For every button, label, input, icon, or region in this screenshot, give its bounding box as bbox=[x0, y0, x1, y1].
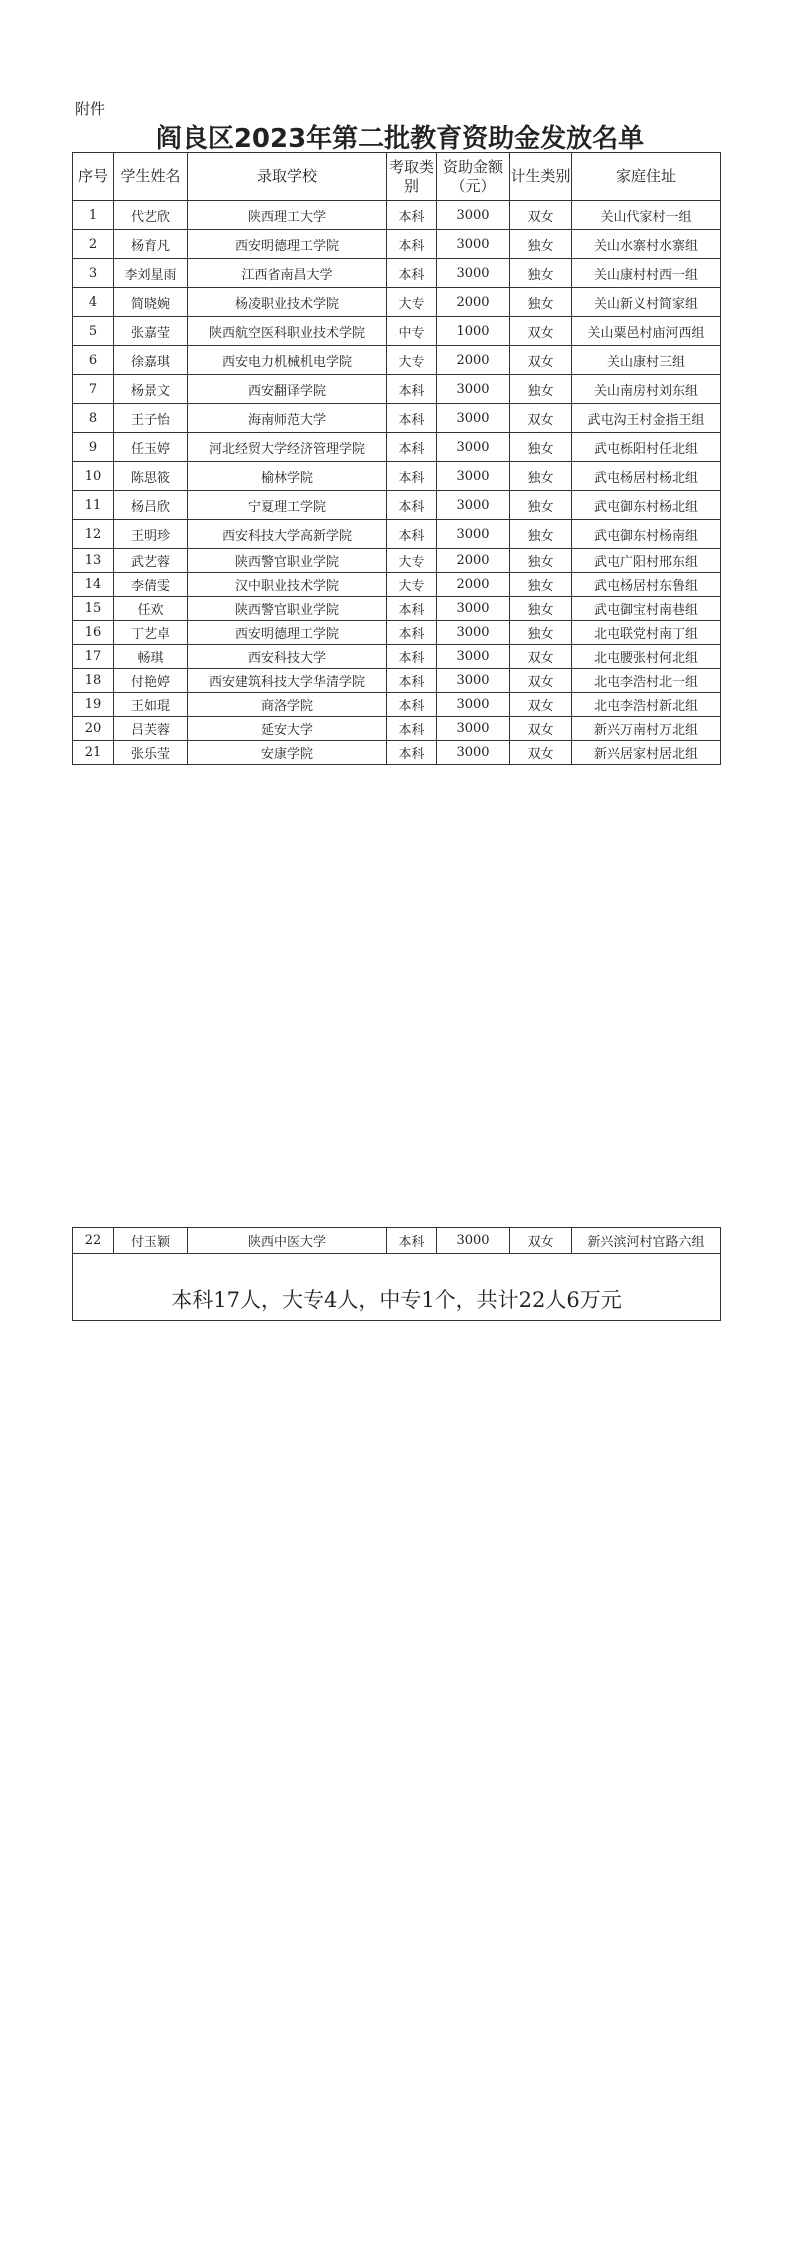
table-row bbox=[73, 621, 721, 645]
cell-school: 西安科技大学高新学院 bbox=[188, 520, 387, 549]
cell-amount: 3000 bbox=[437, 597, 510, 621]
cell-address: 武屯杨居村杨北组 bbox=[572, 462, 721, 491]
cell-family-planning-type: 独女 bbox=[510, 433, 572, 462]
table-row bbox=[73, 520, 721, 549]
cell-amount: 3000 bbox=[437, 433, 510, 462]
summary-cell bbox=[73, 1254, 721, 1321]
cell-amount: 2000 bbox=[437, 346, 510, 375]
cell-address: 关山代家村一组 bbox=[572, 201, 721, 230]
cell-school: 西安明德理工学院 bbox=[188, 621, 387, 645]
header-admission-type: 考取类别 bbox=[387, 153, 437, 201]
cell-student-name: 吕芙蓉 bbox=[114, 717, 188, 741]
cell-amount: 3000 bbox=[437, 404, 510, 433]
cell-admission-type: 本科 bbox=[387, 433, 437, 462]
header-student-name: 学生姓名 bbox=[114, 153, 188, 201]
cell-index: 10 bbox=[73, 462, 114, 491]
cell-admission-type: 本科 bbox=[387, 520, 437, 549]
header-family-planning-type: 计生类别 bbox=[510, 153, 572, 201]
cell-family-planning-type: 双女 bbox=[510, 404, 572, 433]
cell-admission-type: 本科 bbox=[387, 669, 437, 693]
cell-school: 江西省南昌大学 bbox=[188, 259, 387, 288]
cell-family-planning-type: 双女 bbox=[510, 741, 572, 765]
cell-address: 北屯联党村南丁组 bbox=[572, 621, 721, 645]
header-index: 序号 bbox=[73, 153, 114, 201]
cell-admission-type: 本科 bbox=[387, 404, 437, 433]
cell-student-name: 丁艺卓 bbox=[114, 621, 188, 645]
table-row bbox=[73, 317, 721, 346]
cell-address: 武屯广阳村邢东组 bbox=[572, 549, 721, 573]
cell-amount: 2000 bbox=[437, 288, 510, 317]
table-row bbox=[73, 462, 721, 491]
cell-school: 陕西理工大学 bbox=[188, 201, 387, 230]
cell-index: 3 bbox=[73, 259, 114, 288]
cell-family-planning-type: 双女 bbox=[510, 317, 572, 346]
cell-student-name: 徐嘉琪 bbox=[114, 346, 188, 375]
header-amount: 资助金额（元） bbox=[437, 153, 510, 201]
cell-address: 新兴万南村万北组 bbox=[572, 717, 721, 741]
table-row bbox=[73, 669, 721, 693]
page-title: 阎良区2023年第二批教育资助金发放名单 bbox=[155, 124, 645, 154]
cell-admission-type: 本科 bbox=[387, 693, 437, 717]
cell-admission-type: 本科 bbox=[387, 717, 437, 741]
cell-school: 河北经贸大学经济管理学院 bbox=[188, 433, 387, 462]
cell-school: 杨凌职业技术学院 bbox=[188, 288, 387, 317]
cell-school: 西安建筑科技大学华清学院 bbox=[188, 669, 387, 693]
summary-row bbox=[73, 1254, 721, 1321]
aid-list-table bbox=[72, 152, 721, 765]
cell-student-name: 代艺欣 bbox=[114, 201, 188, 230]
table-row bbox=[73, 597, 721, 621]
cell-family-planning-type: 独女 bbox=[510, 259, 572, 288]
table-row bbox=[73, 288, 721, 317]
cell-student-name: 陈思筱 bbox=[114, 462, 188, 491]
cell-address: 北屯李浩村北一组 bbox=[572, 669, 721, 693]
cell-amount: 3000 bbox=[437, 1228, 510, 1254]
cell-school: 商洛学院 bbox=[188, 693, 387, 717]
table-row bbox=[73, 491, 721, 520]
cell-family-planning-type: 独女 bbox=[510, 597, 572, 621]
cell-school: 西安明德理工学院 bbox=[188, 230, 387, 259]
cell-index: 5 bbox=[73, 317, 114, 346]
cell-index: 2 bbox=[73, 230, 114, 259]
cell-family-planning-type: 独女 bbox=[510, 520, 572, 549]
cell-address: 关山新义村简家组 bbox=[572, 288, 721, 317]
header-address: 家庭住址 bbox=[572, 153, 721, 201]
cell-student-name: 任欢 bbox=[114, 597, 188, 621]
table-header-row bbox=[73, 153, 721, 201]
cell-index: 12 bbox=[73, 520, 114, 549]
cell-student-name: 王明珍 bbox=[114, 520, 188, 549]
cell-index: 22 bbox=[73, 1228, 114, 1254]
aid-list-table-continued bbox=[72, 1227, 721, 1321]
cell-school: 西安电力机械机电学院 bbox=[188, 346, 387, 375]
cell-admission-type: 本科 bbox=[387, 741, 437, 765]
cell-school: 安康学院 bbox=[188, 741, 387, 765]
cell-address: 新兴滨河村官路六组 bbox=[572, 1228, 721, 1254]
cell-admission-type: 本科 bbox=[387, 621, 437, 645]
cell-index: 19 bbox=[73, 693, 114, 717]
cell-student-name: 付艳婷 bbox=[114, 669, 188, 693]
cell-address: 武屯沟王村金指王组 bbox=[572, 404, 721, 433]
cell-admission-type: 大专 bbox=[387, 288, 437, 317]
table-body-continued bbox=[73, 1228, 721, 1254]
cell-school: 榆林学院 bbox=[188, 462, 387, 491]
cell-admission-type: 本科 bbox=[387, 1228, 437, 1254]
cell-index: 18 bbox=[73, 669, 114, 693]
cell-family-planning-type: 双女 bbox=[510, 346, 572, 375]
cell-family-planning-type: 独女 bbox=[510, 491, 572, 520]
cell-amount: 3000 bbox=[437, 201, 510, 230]
cell-student-name: 付玉颖 bbox=[114, 1228, 188, 1254]
cell-amount: 2000 bbox=[437, 549, 510, 573]
summary-text: 本科17人，大专4人，中专1个，共计22人6万元 bbox=[171, 1288, 622, 1312]
cell-admission-type: 本科 bbox=[387, 259, 437, 288]
cell-index: 21 bbox=[73, 741, 114, 765]
cell-address: 武屯御宝村南巷组 bbox=[572, 597, 721, 621]
table-row bbox=[73, 404, 721, 433]
cell-family-planning-type: 双女 bbox=[510, 1228, 572, 1254]
cell-index: 8 bbox=[73, 404, 114, 433]
cell-amount: 3000 bbox=[437, 520, 510, 549]
cell-index: 15 bbox=[73, 597, 114, 621]
table-row bbox=[73, 741, 721, 765]
cell-student-name: 李倩雯 bbox=[114, 573, 188, 597]
cell-index: 16 bbox=[73, 621, 114, 645]
cell-amount: 3000 bbox=[437, 717, 510, 741]
cell-student-name: 简晓婉 bbox=[114, 288, 188, 317]
cell-student-name: 杨景文 bbox=[114, 375, 188, 404]
cell-family-planning-type: 双女 bbox=[510, 693, 572, 717]
table-row bbox=[73, 259, 721, 288]
cell-school: 延安大学 bbox=[188, 717, 387, 741]
cell-family-planning-type: 独女 bbox=[510, 288, 572, 317]
cell-family-planning-type: 独女 bbox=[510, 230, 572, 259]
table-row bbox=[73, 201, 721, 230]
cell-family-planning-type: 独女 bbox=[510, 621, 572, 645]
table-row bbox=[73, 693, 721, 717]
cell-index: 20 bbox=[73, 717, 114, 741]
cell-index: 7 bbox=[73, 375, 114, 404]
cell-school: 陕西警官职业学院 bbox=[188, 597, 387, 621]
cell-index: 4 bbox=[73, 288, 114, 317]
cell-admission-type: 中专 bbox=[387, 317, 437, 346]
cell-address: 武屯御东村杨南组 bbox=[572, 520, 721, 549]
cell-amount: 3000 bbox=[437, 462, 510, 491]
cell-amount: 3000 bbox=[437, 230, 510, 259]
cell-address: 关山康村三组 bbox=[572, 346, 721, 375]
cell-index: 17 bbox=[73, 645, 114, 669]
cell-index: 11 bbox=[73, 491, 114, 520]
table-row bbox=[73, 230, 721, 259]
cell-student-name: 张嘉莹 bbox=[114, 317, 188, 346]
cell-address: 关山康村村西一组 bbox=[572, 259, 721, 288]
table-row bbox=[73, 573, 721, 597]
cell-family-planning-type: 双女 bbox=[510, 669, 572, 693]
cell-index: 9 bbox=[73, 433, 114, 462]
cell-student-name: 李刘星雨 bbox=[114, 259, 188, 288]
cell-student-name: 杨吕欣 bbox=[114, 491, 188, 520]
cell-amount: 3000 bbox=[437, 491, 510, 520]
cell-address: 武屯杨居村东鲁组 bbox=[572, 573, 721, 597]
cell-student-name: 任玉婷 bbox=[114, 433, 188, 462]
table-row bbox=[73, 549, 721, 573]
table-row bbox=[73, 1228, 721, 1254]
cell-address: 北屯李浩村新北组 bbox=[572, 693, 721, 717]
cell-school: 陕西航空医科职业技术学院 bbox=[188, 317, 387, 346]
cell-student-name: 畅琪 bbox=[114, 645, 188, 669]
table-row bbox=[73, 375, 721, 404]
cell-amount: 3000 bbox=[437, 645, 510, 669]
cell-amount: 3000 bbox=[437, 741, 510, 765]
cell-amount: 3000 bbox=[437, 669, 510, 693]
cell-amount: 3000 bbox=[437, 621, 510, 645]
cell-student-name: 武艺蓉 bbox=[114, 549, 188, 573]
cell-student-name: 王如琨 bbox=[114, 693, 188, 717]
cell-amount: 3000 bbox=[437, 259, 510, 288]
table-row bbox=[73, 717, 721, 741]
cell-admission-type: 本科 bbox=[387, 230, 437, 259]
cell-admission-type: 本科 bbox=[387, 597, 437, 621]
cell-school: 陕西警官职业学院 bbox=[188, 549, 387, 573]
header-school: 录取学校 bbox=[188, 153, 387, 201]
table-body bbox=[73, 201, 721, 765]
cell-amount: 3000 bbox=[437, 693, 510, 717]
cell-student-name: 王子怡 bbox=[114, 404, 188, 433]
cell-family-planning-type: 独女 bbox=[510, 549, 572, 573]
cell-student-name: 杨育凡 bbox=[114, 230, 188, 259]
cell-student-name: 张乐莹 bbox=[114, 741, 188, 765]
cell-admission-type: 本科 bbox=[387, 201, 437, 230]
table-row bbox=[73, 645, 721, 669]
table-row bbox=[73, 346, 721, 375]
cell-admission-type: 大专 bbox=[387, 573, 437, 597]
cell-admission-type: 本科 bbox=[387, 491, 437, 520]
cell-address: 武屯御东村杨北组 bbox=[572, 491, 721, 520]
cell-admission-type: 本科 bbox=[387, 375, 437, 404]
cell-address: 新兴居家村居北组 bbox=[572, 741, 721, 765]
cell-admission-type: 大专 bbox=[387, 549, 437, 573]
attachment-label: 附件 bbox=[75, 100, 106, 118]
table-row bbox=[73, 433, 721, 462]
cell-school: 海南师范大学 bbox=[188, 404, 387, 433]
cell-school: 宁夏理工学院 bbox=[188, 491, 387, 520]
cell-family-planning-type: 双女 bbox=[510, 645, 572, 669]
cell-family-planning-type: 独女 bbox=[510, 573, 572, 597]
cell-amount: 2000 bbox=[437, 573, 510, 597]
cell-admission-type: 本科 bbox=[387, 645, 437, 669]
cell-address: 关山水寨村水寨组 bbox=[572, 230, 721, 259]
cell-amount: 1000 bbox=[437, 317, 510, 346]
cell-address: 关山粟邑村庙河西组 bbox=[572, 317, 721, 346]
cell-school: 汉中职业技术学院 bbox=[188, 573, 387, 597]
cell-family-planning-type: 双女 bbox=[510, 717, 572, 741]
cell-family-planning-type: 独女 bbox=[510, 375, 572, 404]
cell-address: 武屯栎阳村任北组 bbox=[572, 433, 721, 462]
cell-index: 13 bbox=[73, 549, 114, 573]
cell-address: 北屯腰张村何北组 bbox=[572, 645, 721, 669]
cell-index: 6 bbox=[73, 346, 114, 375]
cell-school: 西安科技大学 bbox=[188, 645, 387, 669]
cell-school: 西安翻译学院 bbox=[188, 375, 387, 404]
cell-family-planning-type: 双女 bbox=[510, 201, 572, 230]
cell-family-planning-type: 独女 bbox=[510, 462, 572, 491]
cell-amount: 3000 bbox=[437, 375, 510, 404]
cell-index: 14 bbox=[73, 573, 114, 597]
cell-index: 1 bbox=[73, 201, 114, 230]
cell-school: 陕西中医大学 bbox=[188, 1228, 387, 1254]
cell-admission-type: 大专 bbox=[387, 346, 437, 375]
cell-address: 关山南房村刘东组 bbox=[572, 375, 721, 404]
cell-admission-type: 本科 bbox=[387, 462, 437, 491]
